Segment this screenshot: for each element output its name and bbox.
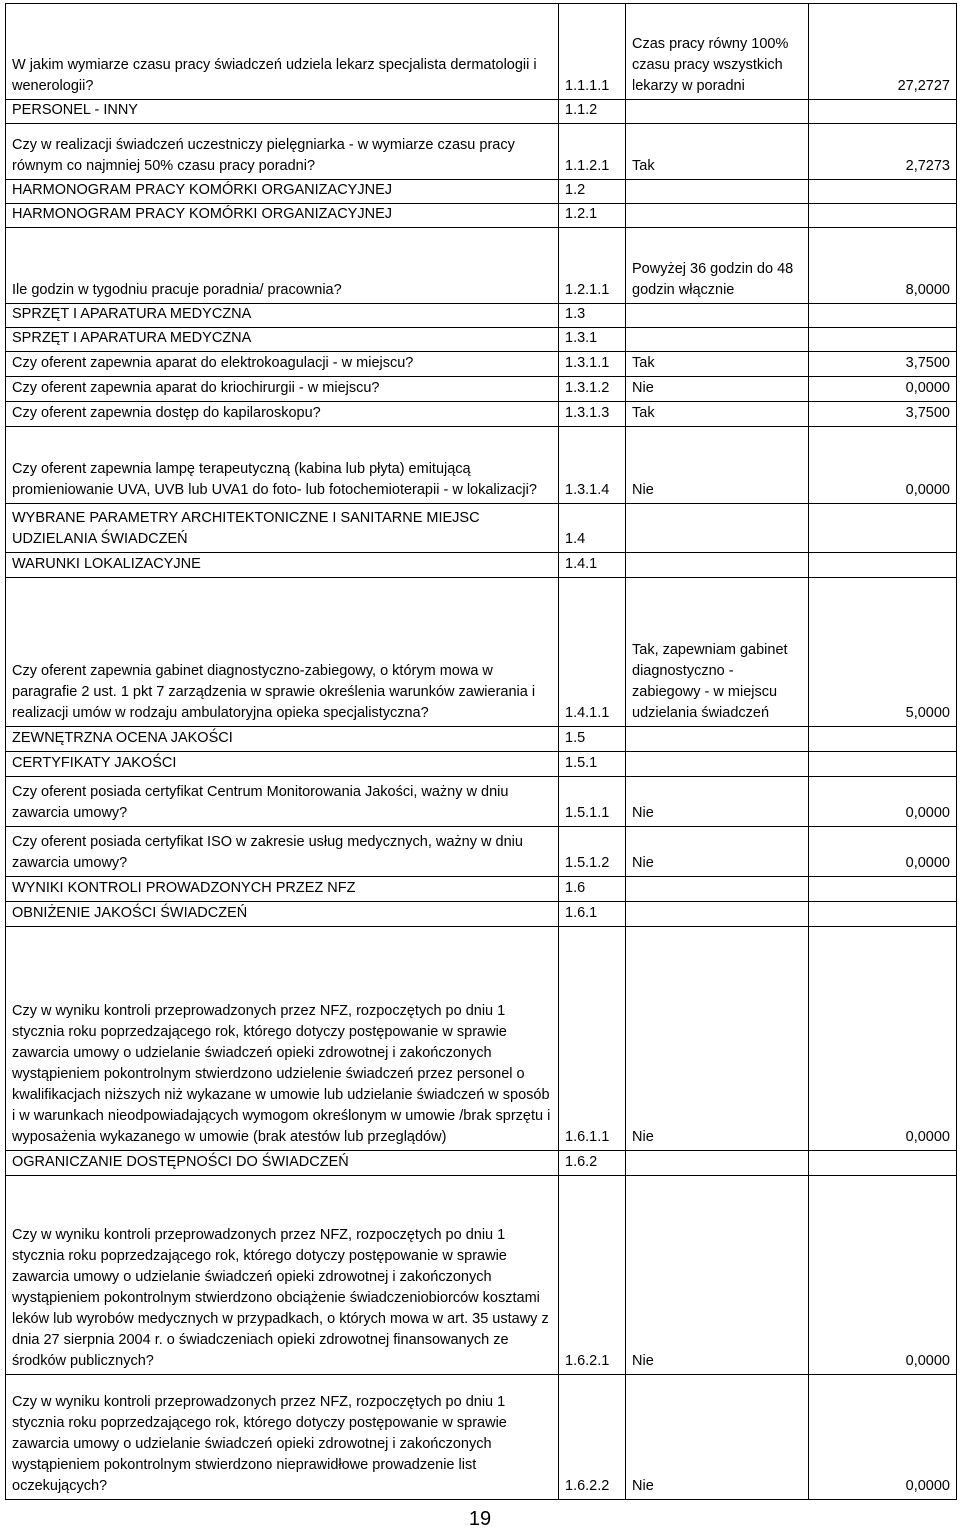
question-cell: Czy oferent zapewnia aparat do kriochirurgii - w miejscu? [6,377,559,402]
code-cell: 1.5 [559,727,626,752]
table-row [6,902,957,927]
table-row [6,352,957,377]
question-cell: Czy oferent zapewnia dostęp do kapilaroskopu? [6,402,559,427]
question-cell: Czy w wyniku kontroli przeprowadzonych przez NFZ, rozpoczętych po dniu 1 stycznia roku poprzedzającego rok, którego dotyczy postępowanie w sprawie zawarcia umowy o udzielanie świadczeń opieki zdrowotnej i zakończonych wystąpieniem pokontrolnym stwierdzono udzielenie świadczeń przez personel o kwalifikacjach niższych niż wykazane w umowie lub udzielanie świadczeń w sposób i w warunkach nieodpowiadających wymogom określonym w umowie /brak sprzętu i wyposażenia wykazanego w umowie (brak atestów lub przeglądów) [6,927,559,1151]
code-cell: 1.3.1.2 [559,377,626,402]
code-cell: 1.6.2 [559,1151,626,1176]
table-row [6,328,957,352]
table-row [6,777,957,827]
code-cell: 1.6.1 [559,902,626,927]
table-row [6,578,957,727]
answer-cell [626,553,809,578]
code-cell: 1.5.1 [559,752,626,777]
answer-cell: Nie [626,427,809,504]
question-cell: OBNIŻENIE JAKOŚCI ŚWIADCZEŃ [6,902,559,927]
question-cell: WARUNKI LOKALIZACYJNE [6,553,559,578]
question-cell: Ile godzin w tygodniu pracuje poradnia/ pracownia? [6,228,559,304]
code-cell: 1.2.1.1 [559,228,626,304]
table-row [6,427,957,504]
answer-cell [626,752,809,777]
answer-cell [626,180,809,204]
answer-cell: Nie [626,1176,809,1375]
question-cell: HARMONOGRAM PRACY KOMÓRKI ORGANIZACYJNEJ [6,180,559,204]
answer-cell: Czas pracy równy 100% czasu pracy wszystkich lekarzy w poradni [626,4,809,100]
table-row [6,877,957,902]
table-row [6,124,957,180]
table-row [6,304,957,328]
table-row [6,504,957,553]
question-cell: SPRZĘT I APARATURA MEDYCZNA [6,328,559,352]
question-cell: PERSONEL - INNY [6,100,559,124]
code-cell: 1.3.1.4 [559,427,626,504]
points-cell [809,504,957,553]
points-cell [809,328,957,352]
answer-cell [626,727,809,752]
answer-cell: Tak [626,402,809,427]
answer-cell: Tak [626,124,809,180]
answer-cell: Nie [626,1375,809,1500]
points-cell [809,180,957,204]
code-cell: 1.1.1.1 [559,4,626,100]
question-cell: ZEWNĘTRZNA OCENA JAKOŚCI [6,727,559,752]
question-cell: WYNIKI KONTROLI PROWADZONYCH PRZEZ NFZ [6,877,559,902]
answer-cell [626,504,809,553]
question-cell: CERTYFIKATY JAKOŚCI [6,752,559,777]
answer-cell [626,328,809,352]
points-cell [809,902,957,927]
scoring-table-body [6,4,957,1500]
points-cell [809,304,957,328]
code-cell: 1.6 [559,877,626,902]
points-cell [809,204,957,228]
code-cell: 1.5.1.1 [559,777,626,827]
points-cell: 0,0000 [809,1176,957,1375]
code-cell: 1.3.1.1 [559,352,626,377]
answer-cell [626,304,809,328]
question-cell: SPRZĘT I APARATURA MEDYCZNA [6,304,559,328]
answer-cell: Nie [626,377,809,402]
points-cell: 0,0000 [809,377,957,402]
code-cell: 1.4.1.1 [559,578,626,727]
answer-cell: Nie [626,827,809,877]
code-cell: 1.4 [559,504,626,553]
table-row [6,1375,957,1500]
code-cell: 1.6.2.2 [559,1375,626,1500]
table-row [6,1176,957,1375]
points-cell: 5,0000 [809,578,957,727]
points-cell: 0,0000 [809,1375,957,1500]
code-cell: 1.1.2 [559,100,626,124]
code-cell: 1.3.1.3 [559,402,626,427]
code-cell: 1.6.2.1 [559,1176,626,1375]
question-cell: Czy w wyniku kontroli przeprowadzonych przez NFZ, rozpoczętych po dniu 1 stycznia roku poprzedzającego rok, którego dotyczy postępowanie w sprawie zawarcia umowy o udzielanie świadczeń opieki zdrowotnej i zakończonych wystąpieniem pokontrolnym stwierdzono obciążenie świadczeniobiorców kosztami leków lub wyrobów medycznych w przypadkach, o których mowa w art. 35 ustawy z dnia 27 sierpnia 2004 r. o świadczeniach opieki zdrowotnej finansowanych ze środków publicznych? [6,1176,559,1375]
question-cell: Czy oferent posiada certyfikat Centrum Monitorowania Jakości, ważny w dniu zawarcia umowy? [6,777,559,827]
code-cell: 1.4.1 [559,553,626,578]
answer-cell: Nie [626,777,809,827]
answer-cell: Powyżej 36 godzin do 48 godzin włącznie [626,228,809,304]
question-cell: Czy w wyniku kontroli przeprowadzonych przez NFZ, rozpoczętych po dniu 1 stycznia roku poprzedzającego rok, którego dotyczy postępowanie w sprawie zawarcia umowy o udzielanie świadczeń opieki zdrowotnej i zakończonych wystąpieniem pokontrolnym stwierdzono nieprawidłowe prowadzenie list oczekujących? [6,1375,559,1500]
question-cell: Czy oferent posiada certyfikat ISO w zakresie usług medycznych, ważny w dniu zawarcia umowy? [6,827,559,877]
points-cell [809,100,957,124]
points-cell: 3,7500 [809,352,957,377]
question-cell: Czy oferent zapewnia lampę terapeutyczną (kabina lub płyta) emitującą promieniowanie UVA, UVB lub UVA1 do foto- lub fotochemioterapii - w lokalizacji? [6,427,559,504]
table-row [6,553,957,578]
points-cell: 27,2727 [809,4,957,100]
table-row [6,228,957,304]
question-cell: WYBRANE PARAMETRY ARCHITEKTONICZNE I SANITARNE MIEJSC UDZIELANIA ŚWIADCZEŃ [6,504,559,553]
points-cell: 0,0000 [809,777,957,827]
points-cell: 0,0000 [809,927,957,1151]
question-cell: Czy oferent zapewnia aparat do elektrokoagulacji - w miejscu? [6,352,559,377]
question-cell: W jakim wymiarze czasu pracy świadczeń udziela lekarz specjalista dermatologii i wenerologii? [6,4,559,100]
table-row [6,377,957,402]
table-row [6,100,957,124]
answer-cell [626,204,809,228]
question-cell: Czy oferent zapewnia gabinet diagnostyczno-zabiegowy, o którym mowa w paragrafie 2 ust. 1 pkt 7 zarządzenia w sprawie określenia warunków zawierania i realizacji umów w rodzaju ambulatoryjna opieka specjalistyczna? [6,578,559,727]
points-cell: 8,0000 [809,228,957,304]
page-number: 19 [468,1508,492,1530]
answer-cell: Tak [626,352,809,377]
answer-cell: Tak, zapewniam gabinet diagnostyczno - zabiegowy - w miejscu udzielania świadczeń [626,578,809,727]
question-cell: Czy w realizacji świadczeń uczestniczy pielęgniarka - w wymiarze czasu pracy równym co najmniej 50% czasu pracy poradni? [6,124,559,180]
question-cell: HARMONOGRAM PRACY KOMÓRKI ORGANIZACYJNEJ [6,204,559,228]
points-cell [809,877,957,902]
points-cell: 3,7500 [809,402,957,427]
table-row [6,752,957,777]
table-row [6,827,957,877]
code-cell: 1.2.1 [559,204,626,228]
answer-cell [626,100,809,124]
points-cell: 0,0000 [809,827,957,877]
answer-cell [626,1151,809,1176]
answer-cell: Nie [626,927,809,1151]
answer-cell [626,877,809,902]
scoring-table [5,3,957,1500]
points-cell [809,1151,957,1176]
points-cell: 2,7273 [809,124,957,180]
code-cell: 1.2 [559,180,626,204]
points-cell: 0,0000 [809,427,957,504]
answer-cell [626,902,809,927]
code-cell: 1.3 [559,304,626,328]
code-cell: 1.5.1.2 [559,827,626,877]
code-cell: 1.6.1.1 [559,927,626,1151]
points-cell [809,752,957,777]
points-cell [809,553,957,578]
table-row [6,927,957,1151]
points-cell [809,727,957,752]
table-row [6,727,957,752]
table-row [6,180,957,204]
code-cell: 1.1.2.1 [559,124,626,180]
table-row [6,1151,957,1176]
code-cell: 1.3.1 [559,328,626,352]
table-row [6,402,957,427]
table-row [6,4,957,100]
question-cell: OGRANICZANIE DOSTĘPNOŚCI DO ŚWIADCZEŃ [6,1151,559,1176]
table-row [6,204,957,228]
